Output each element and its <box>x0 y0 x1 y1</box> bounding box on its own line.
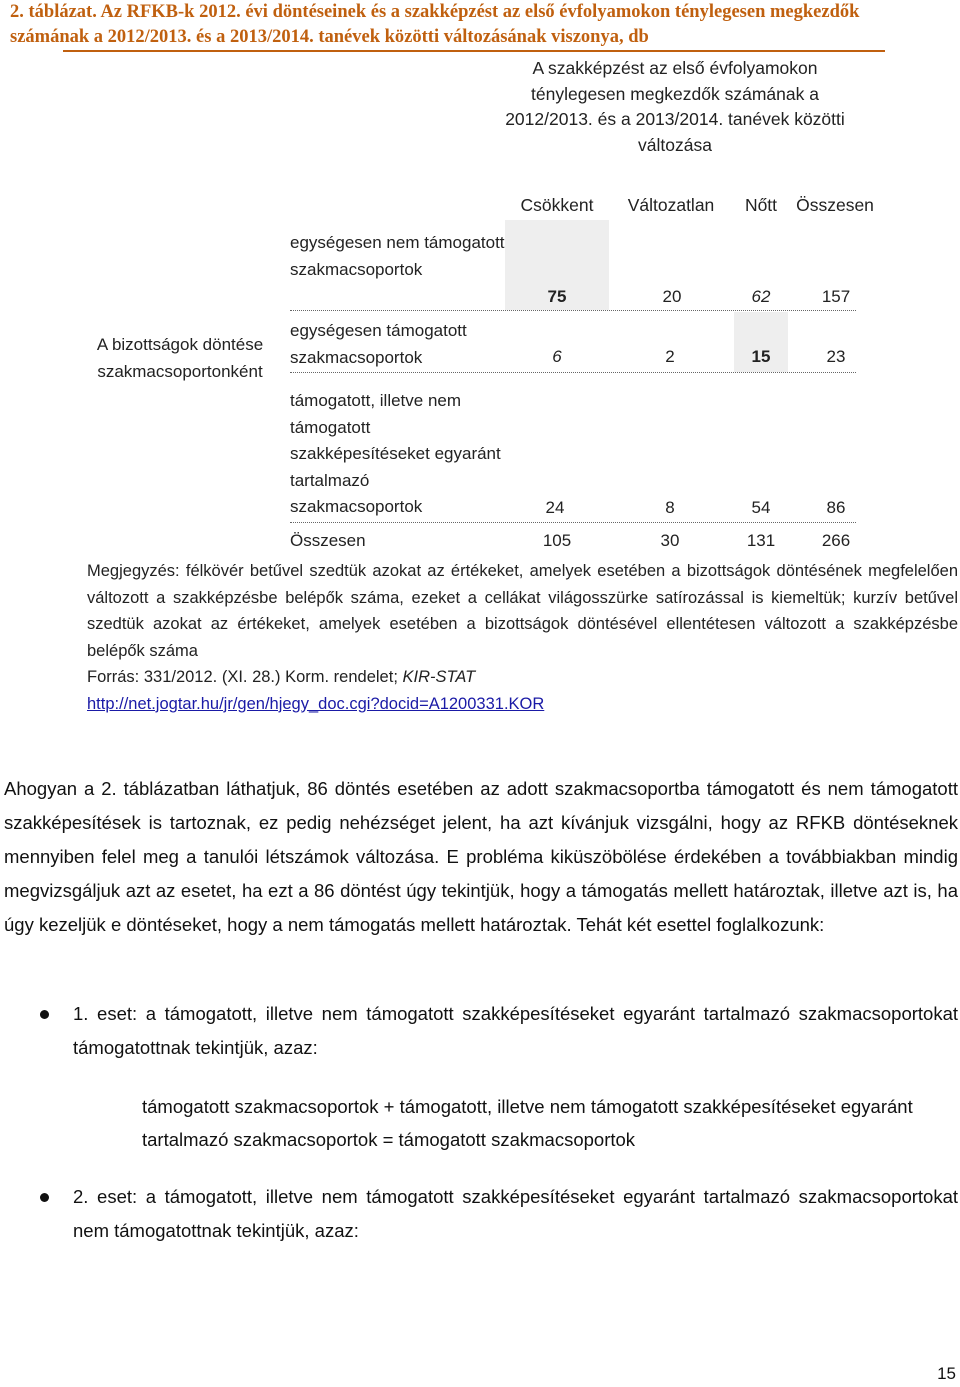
row-label-vegyes: támogatott, illetve nem támogatott szakképesítéseket egyaránt tartalmazó szakmacsoportok <box>290 391 501 516</box>
cell-r3-csokkent: 24 <box>545 498 565 517</box>
row-label-tamogatott: egységesen támogatott szakmacsoportok <box>290 321 467 367</box>
column-group-header: A szakképzést az első évfolyamokon ténylegesen megkezdők számának a 2012/2013. és a 2013/2014. tanévek közötti változása <box>505 58 845 155</box>
cell-r3-nott: 54 <box>751 498 771 517</box>
table-caption: 2. táblázat. Az RFKB-k 2012. évi döntéseinek és a szakképzést az első évfolyamokon ténylegesen megkezdők számának a 2012/2013. és a 2013/2014. tanévek közötti változásának viszonya, db <box>10 2 860 47</box>
col-header-csokkent: Csökkent <box>520 195 594 215</box>
bullet-dot <box>40 1193 49 1202</box>
bullet-dot <box>40 1010 49 1019</box>
bullet-item-1: 1. eset: a támogatott, illetve nem támogatott szakképesítéseket egyaránt tartalmazó szakmacsoportokat támogatottnak tekintjük, azaz: <box>73 1003 958 1058</box>
cell-total-osszesen: 266 <box>821 531 851 550</box>
cell-r2-osszesen: 23 <box>826 347 846 366</box>
row-label-nem-tamogatott: egységesen nem támogatott szakmacsoportok <box>290 233 505 279</box>
cell-total-nott: 131 <box>746 531 776 550</box>
total-row-label: Összesen <box>290 531 366 550</box>
col-header-valtozatlan: Változatlan <box>627 195 715 215</box>
cell-r1-valtozatlan: 20 <box>662 287 682 306</box>
cell-r3-osszesen: 86 <box>826 498 846 517</box>
row-divider <box>290 372 856 373</box>
cell-r1-nott: 62 <box>751 287 771 306</box>
cell-r2-valtozatlan: 2 <box>665 347 675 366</box>
col-header-nott: Nőtt <box>744 195 778 215</box>
cell-total-valtozatlan: 30 <box>660 531 680 550</box>
source-link[interactable]: http://net.jogtar.hu/jr/gen/hjegy_doc.cgi?docid=A1200331.KOR <box>87 694 545 713</box>
source-line <box>87 664 958 691</box>
cell-r2-nott: 15 <box>751 347 771 366</box>
col-header-osszesen: Összesen <box>796 195 874 215</box>
body-paragraph: Ahogyan a 2. táblázatban láthatjuk, 86 döntés esetében az adott szakmacsoportba támogatott és nem támogatott szakképesítések is tartoznak, ez pedig nehézséget jelent, ha azt kívánjuk vizsgálni, hogy az RFKB döntéseknek mennyiben felel meg a tanulói létszámok változása. E probléma kiküszöbölése érdekében a továbbiakban mindig megvizsgáljuk azt az esetet, ha ezt a 86 döntést úgy tekintjük, hogy a támogatás mellett határoztak, illetve azt is, ha úgy kezeljük e döntéseket, hogy a nem támogatás mellett határoztak. Tehát két esettel foglalkozunk: <box>4 778 958 935</box>
row-divider <box>290 310 856 311</box>
row-group-label: A bizottságok döntése szakmacsoportonként <box>96 335 264 381</box>
page-number: 15 <box>937 1364 956 1383</box>
formula-case-1: támogatott szakmacsoportok + támogatott, illetve nem támogatott szakképesítéseket egyaránt tartalmazó szakmacsoportok = támogatott szakmacsoportok <box>142 1096 913 1150</box>
table-note <box>87 558 958 717</box>
note-text: Megjegyzés: félkövér betűvel szedtük azokat az értékeket, amelyek esetében a bizottságok döntésének megfelelően változott a szakképzésbe belépők száma, ezeket a cellákat világosszürke satírozással is kiemeltük; kurzív betűvel szedtük azokat az értékeket, amelyek esetében a bizottságok döntésével ellentétesen változott a szakképzésbe belépők száma <box>87 562 958 660</box>
source-italic: KIR-STAT <box>402 668 476 686</box>
caption-underline <box>63 50 885 52</box>
cell-r3-valtozatlan: 8 <box>665 498 675 517</box>
cell-r2-csokkent: 6 <box>552 347 562 366</box>
cell-total-csokkent: 105 <box>542 531 572 550</box>
source-prefix: Forrás: 331/2012. (XI. 28.) Korm. rendelet; <box>87 668 398 686</box>
bullet-item-2: 2. eset: a támogatott, illetve nem támogatott szakképesítéseket egyaránt tartalmazó szakmacsoportokat nem támogatottnak tekintjük, azaz: <box>73 1186 958 1241</box>
cell-r1-csokkent: 75 <box>547 287 567 306</box>
cell-r1-osszesen: 157 <box>821 287 851 306</box>
row-divider <box>290 522 856 523</box>
